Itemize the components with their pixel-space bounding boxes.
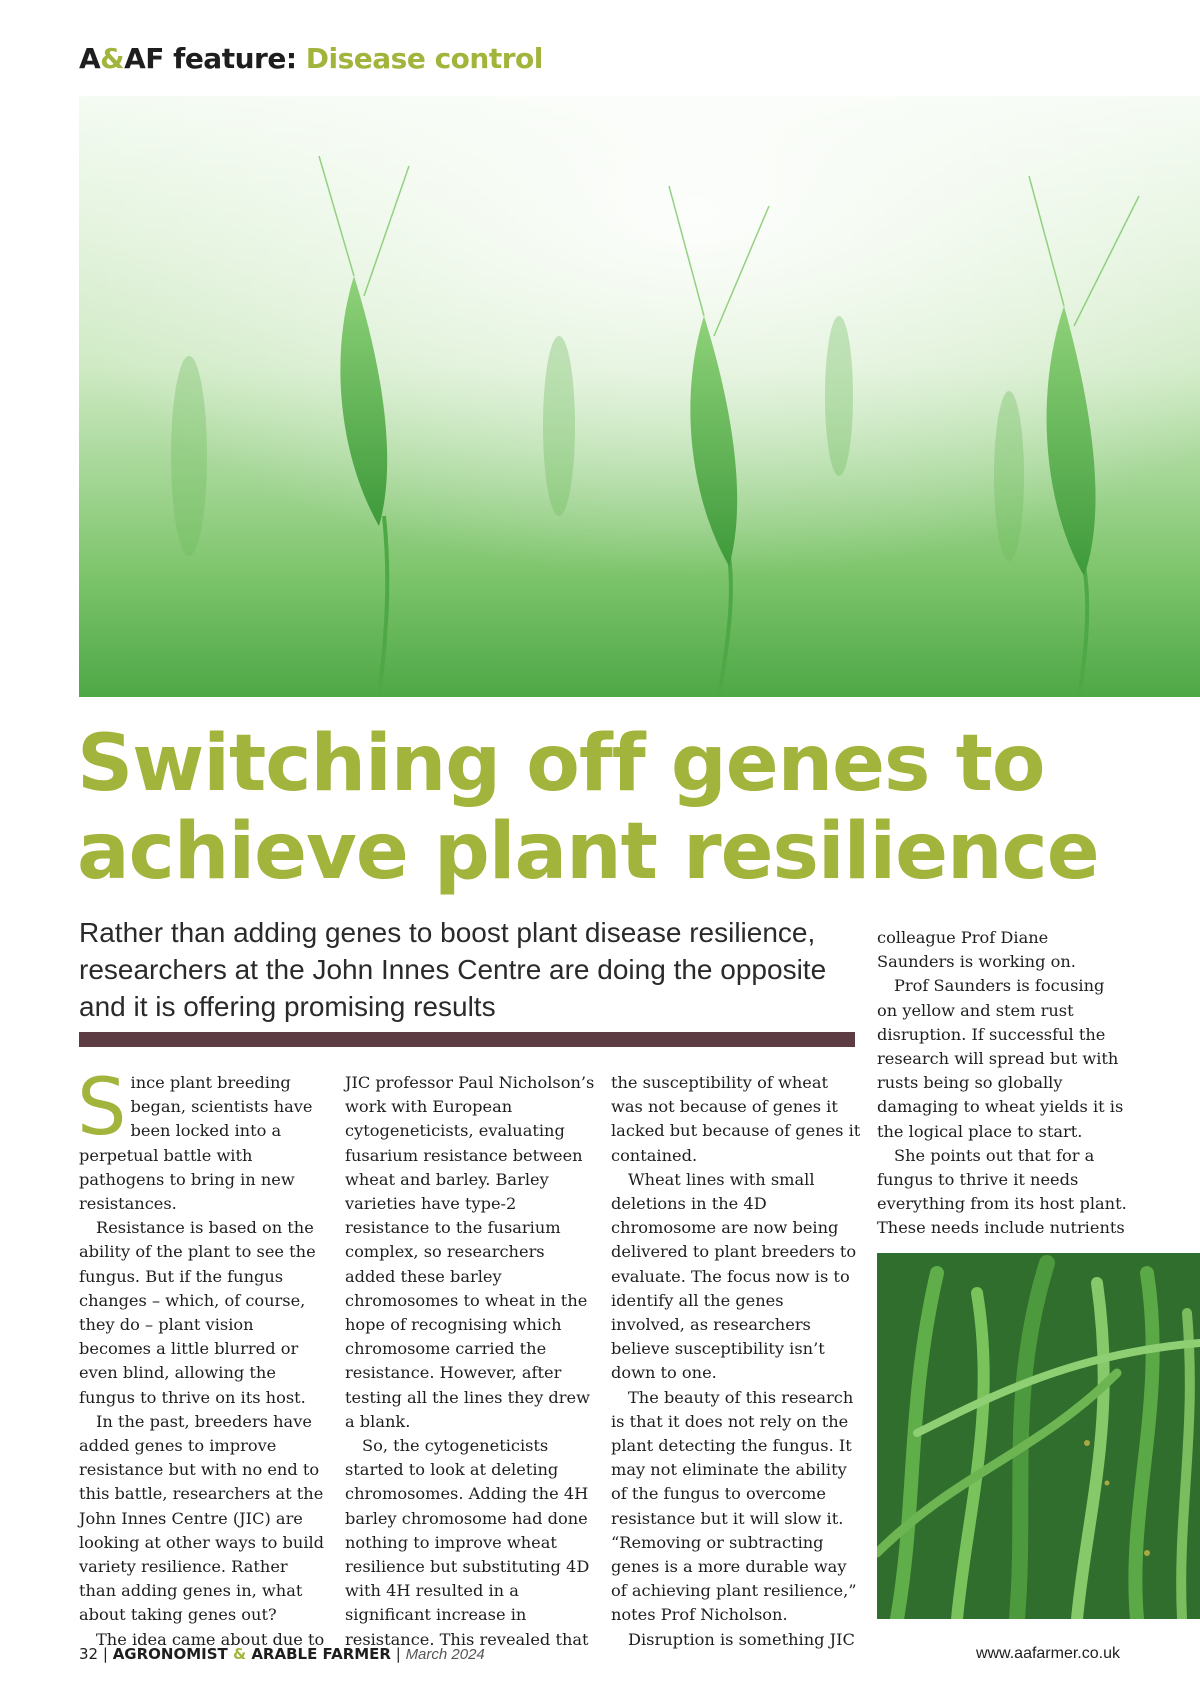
section-topic: Disease control xyxy=(305,42,543,75)
paragraph-text: ince plant breeding began, scientists have been locked into a perpetual battle with pathogens to bring in new resistances. xyxy=(79,1073,313,1214)
article-paragraph: In the past, breeders have added genes to improve resistance but with no end to this battle, researchers at the John Innes Centre (JIC) are looking at other ways to build variety resilience. Rather than adding genes in, what about taking genes out? xyxy=(79,1411,325,1625)
article-paragraph: Disruption is something JIC xyxy=(628,1629,855,1649)
hero-wheat-photo xyxy=(79,96,1200,697)
headline-line-1: Switching off genes to xyxy=(77,719,1045,809)
article-column-1 xyxy=(77,1063,329,1652)
section-header xyxy=(79,42,543,75)
issue-date: March 2024 xyxy=(405,1646,485,1663)
article-paragraph: The beauty of this research is that it does not rely on the plant detecting the fungus. It may not eliminate the ability of the fungus to overcome resistance but it will slow it. “Removing or subtracting genes is a more durable way of achieving plant resilience,” notes Prof Nicholson. xyxy=(611,1387,857,1625)
article-paragraph: Prof Saunders is focusing on yellow and stem rust disruption. If successful the research will spread but with rusts being so globally damaging to wheat yields it is the logical place to start. xyxy=(877,976,1124,1141)
section-label-a: A xyxy=(79,42,101,75)
headline-line-2: achieve plant resilience xyxy=(77,807,1099,897)
article-paragraph: The idea came about due to xyxy=(96,1629,325,1649)
article-standfirst: Rather than adding genes to boost plant disease resilience, researchers at the John Innes Centre are doing the opposite and it is offering promising results xyxy=(79,917,827,1022)
section-label-af: AF feature: xyxy=(124,42,297,75)
article-paragraph: Wheat lines with small deletions in the 4D chromosome are now being delivered to plant breeders to evaluate. The focus now is to identify all the genes involved, as researchers believe susceptibility isn’t down to one. xyxy=(611,1169,857,1383)
page-footer: 32 | AGRONOMIST & ARABLE FARMER | March 2024 xyxy=(79,1645,485,1663)
magazine-name: AGRONOMIST & ARABLE FARMER xyxy=(112,1645,391,1663)
article-column-2 xyxy=(345,1071,595,1652)
section-label-amp: & xyxy=(100,42,125,75)
article-paragraph xyxy=(77,1063,329,1216)
article-paragraph: colleague Prof Diane Saunders is working on. xyxy=(877,928,1076,972)
page-number: 32 xyxy=(79,1645,99,1663)
article-column-3 xyxy=(611,1071,861,1652)
website-link[interactable]: www.aafarmer.co.uk xyxy=(975,1645,1120,1662)
article-headline xyxy=(77,720,1177,896)
divider-rule xyxy=(79,1032,855,1047)
article-paragraph: Resistance is based on the ability of the plant to see the fungus. But if the fungus changes – which, of course, they do – plant vision becomes a little blurred or even blind, allowing the fungus to thrive on its host. xyxy=(79,1218,316,1407)
article-paragraph: She points out that for a fungus to thrive it needs everything from its host plant. These needs include nutrients xyxy=(877,1145,1127,1238)
drop-cap: S xyxy=(77,1063,127,1153)
article-column-4 xyxy=(877,926,1127,1241)
article-paragraph: the susceptibility of wheat was not because of genes it lacked but because of genes it contained. xyxy=(611,1073,861,1165)
article-paragraph: JIC professor Paul Nicholson’s work with European cytogeneticists, evaluating fusarium resistance between wheat and barley. Barley varieties have type-2 resistance to the fusarium complex, so researchers added these barley chromosomes to wheat in the hope of recognising which chromosome carried the resistance. However, after testing all the lines they drew a blank. xyxy=(345,1073,595,1431)
crop-leaves-photo xyxy=(877,1253,1200,1619)
article-paragraph: So, the cytogeneticists started to look at deleting chromosomes. Adding the 4H barley chromosome had done nothing to improve wheat resilience but substituting 4D with 4H resulted in a significant increase in resistance. This revealed that xyxy=(345,1436,590,1649)
